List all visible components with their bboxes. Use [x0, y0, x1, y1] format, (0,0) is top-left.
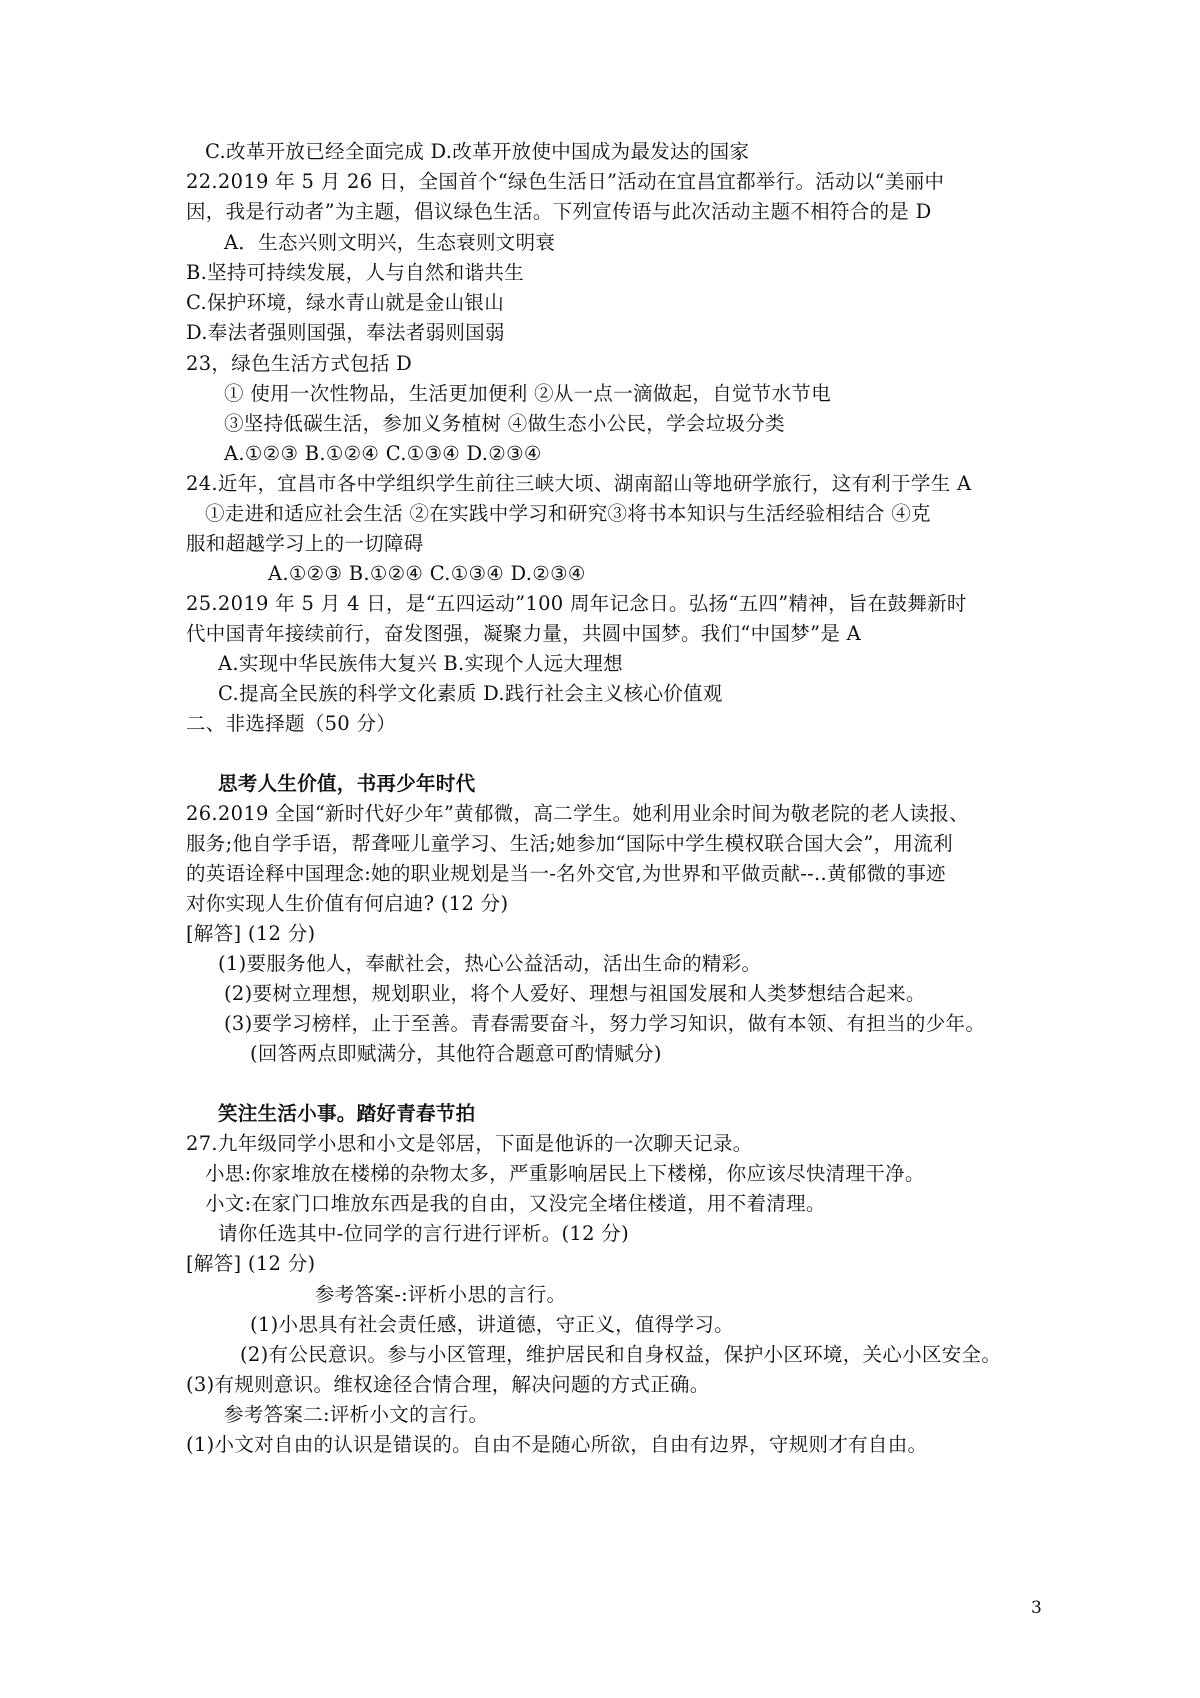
- q27-ref-answer-1-point-2: (2)有公民意识。参与小区管理，维护居民和自身权益，保护小区环境，关心小区安全。: [240, 1343, 1002, 1366]
- q25-options-ab: A.实现中华民族伟大复兴 B.实现个人远大理想: [218, 652, 623, 675]
- q27-ref-answer-1-point-1: (1)小思具有社会责任感，讲道德，守正义，值得学习。: [250, 1313, 734, 1336]
- q26-stem-line3: 的英语诠释中国理念:她的职业规划是当一-名外交官,为世界和平做贡献--..黄郁微的事迹: [186, 862, 946, 885]
- q27-prompt: 请你任选其中-位同学的言行进行评析。(12 分): [218, 1222, 630, 1245]
- q24-items-line2: 服和超越学习上的一切障碍: [186, 532, 424, 555]
- q25-options-cd: C.提高全民族的科学文化素质 D.践行社会主义核心价值观: [218, 682, 723, 705]
- q22-option-b: B.坚持可持续发展，人与自然和谐共生: [186, 261, 524, 284]
- q27-ref-answer-2-title: 参考答案二:评析小文的言行。: [224, 1403, 489, 1426]
- q25-stem-line1: 25.2019 年 5 月 4 日，是“五四运动”100 周年记念日。弘扬“五四”精神，旨在鼓舞新时: [186, 592, 967, 615]
- q26-stem-line2: 服务;他自学手语，帮聋哑儿童学习、生活;她参加“国际中学生模权联合国大会”，用流利: [186, 832, 953, 855]
- subheading-life-details: 笑注生活小事。踏好青春节拍: [218, 1102, 476, 1125]
- q24-options: A.①②③ B.①②④ C.①③④ D.②③④: [268, 562, 586, 585]
- q23-stem: 23，绿色生活方式包括 D: [186, 352, 413, 375]
- page-number: 3: [1031, 1598, 1042, 1618]
- q26-answer-3: (3)要学习榜样，止于至善。青春需要奋斗，努力学习知识，做有本领、有担当的少年。: [224, 1012, 986, 1035]
- q27-stem: 27.九年级同学小思和小文是邻居，下面是他诉的一次聊天记录。: [186, 1132, 753, 1155]
- q22-option-c: C.保护环境，绿水青山就是金山银山: [186, 291, 505, 314]
- q22-option-d: D.奉法者强则国强，奉法者弱则国弱: [186, 321, 505, 344]
- q23-items-1-2: ① 使用一次性物品，生活更加便利 ②从一点一滴做起，自觉节水节电: [224, 382, 831, 405]
- q23-items-3-4: ③坚持低碳生活，参加义务植树 ④做生态小公民，学会垃圾分类: [224, 412, 785, 435]
- q25-stem-line2: 代中国青年接续前行，奋发图强，凝聚力量，共圆中国梦。我们“中国梦”是 A: [186, 622, 862, 645]
- q26-scoring-note: (回答两点即赋满分，其他符合题意可酌情赋分): [250, 1042, 662, 1065]
- q27-xiaosi-quote: 小思:你家堆放在楼梯的杂物太多，严重影响居民上下楼梯，你应该尽快清理干净。: [205, 1162, 925, 1185]
- q22-stem-line1: 22.2019 年 5 月 26 日，全国首个“绿色生活日”活动在宜昌宜都举行。活动以“美丽中: [186, 170, 945, 193]
- q21-options-cd: C.改革开放已经全面完成 D.改革开放使中国成为最发达的国家: [205, 140, 750, 163]
- q26-stem-line4: 对你实现人生价值有何启迪? (12 分): [186, 892, 509, 915]
- q27-xiaowen-quote: 小文:在家门口堆放东西是我的自由，又没完全堵住楼道，用不着清理。: [205, 1192, 826, 1215]
- q23-options: A.①②③ B.①②④ C.①③④ D.②③④: [224, 442, 542, 465]
- q27-ref-answer-1-title: 参考答案-:评析小思的言行。: [315, 1283, 567, 1306]
- q27-ref-answer-2-point-1: (1)小文对自由的认识是错误的。自由不是随心所欲，自由有边界，守规则才有自由。: [186, 1433, 928, 1456]
- q27-answer-label: [解答] (12 分): [186, 1252, 316, 1275]
- q24-items-line1: ①走进和适应社会生活 ②在实践中学习和研究③将书本知识与生活经验相结合 ④克: [205, 502, 931, 525]
- q22-option-a: A．生态兴则文明兴，生态衰则文明衰: [224, 231, 556, 254]
- subheading-life-value: 思考人生价值，书再少年时代: [218, 772, 476, 795]
- q24-stem: 24.近年，宜昌市各中学组织学生前往三峡大顷、湖南韶山等地研学旅行，这有利于学生 A: [186, 472, 972, 495]
- q22-stem-line2: 因，我是行动者”为主题，倡议绿色生活。下列宣传语与此次活动主题不相符合的是 D: [186, 200, 932, 223]
- q26-answer-1: (1)要服务他人，奉献社会，热心公益活动，活出生命的精彩。: [218, 952, 762, 975]
- q26-answer-2: (2)要树立理想，规划职业，将个人爱好、理想与祖国发展和人类梦想结合起来。: [224, 982, 926, 1005]
- q27-ref-answer-1-point-3: (3)有规则意识。维权途径合情合理，解决问题的方式正确。: [186, 1373, 710, 1396]
- q26-answer-label: [解答] (12 分): [186, 922, 316, 945]
- q26-stem-line1: 26.2019 全国“新时代好少年”黄郁微，高二学生。她利用业余时间为敬老院的老人读报、: [186, 802, 969, 825]
- section-heading-non-choice: 二、非选择题（50 分）: [186, 712, 397, 735]
